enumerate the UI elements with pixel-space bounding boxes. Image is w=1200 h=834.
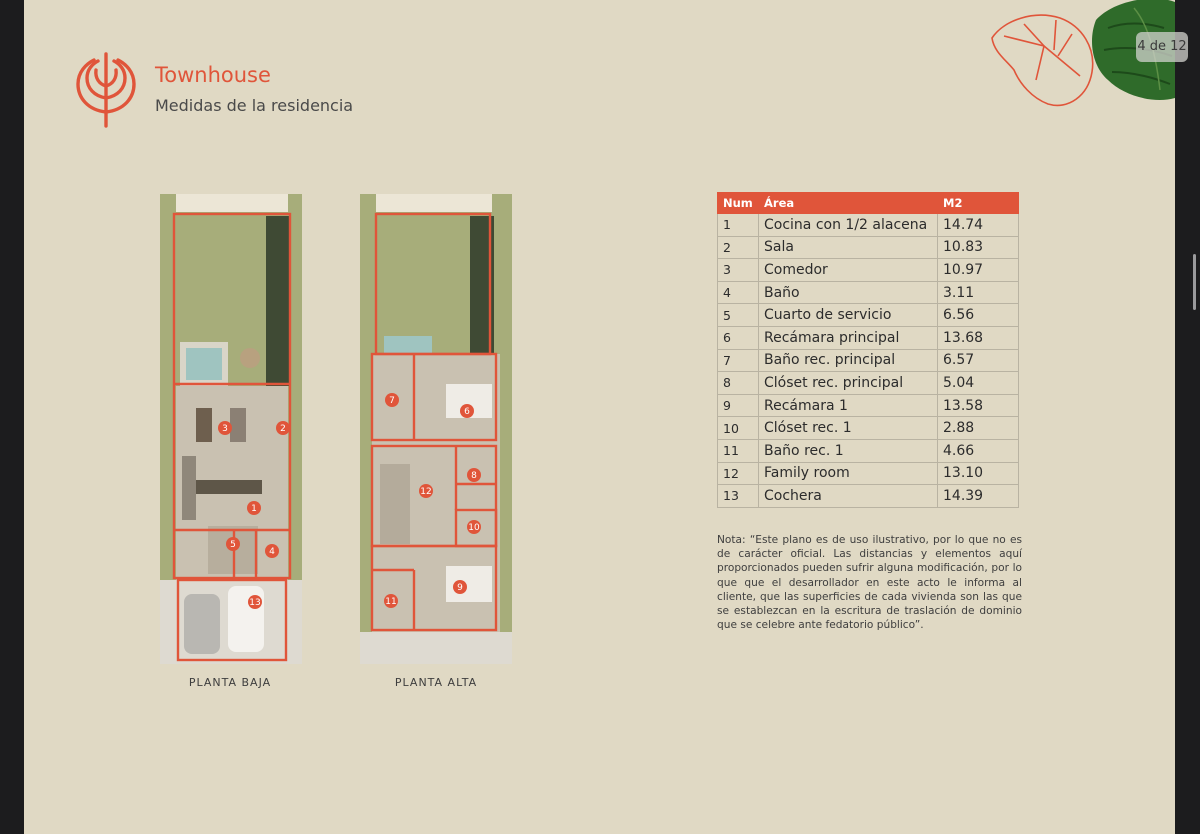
tree-logo: [74, 50, 138, 128]
marker-3: 3: [222, 424, 228, 434]
table-row: [718, 259, 1019, 282]
marker-7: 7: [389, 396, 395, 406]
header-num: Num: [718, 193, 759, 214]
page-subtitle: Medidas de la residencia: [155, 96, 354, 115]
ground-floor-plan: [160, 194, 302, 664]
cell-area: Comedor: [759, 259, 938, 282]
scrollbar[interactable]: [1193, 254, 1196, 310]
cell-num: 4: [718, 281, 759, 304]
page-title: Townhouse: [155, 63, 271, 87]
table-row: [718, 349, 1019, 372]
cell-area: Baño: [759, 281, 938, 304]
marker-6: 6: [464, 407, 470, 417]
table-row: [718, 304, 1019, 327]
cell-m2: 14.39: [938, 485, 1019, 508]
cell-num: 1: [718, 214, 759, 237]
marker-11: 11: [385, 597, 397, 607]
table-row: [718, 439, 1019, 462]
cell-num: 13: [718, 485, 759, 508]
table-row: [718, 326, 1019, 349]
cell-num: 7: [718, 349, 759, 372]
marker-2: 2: [280, 424, 286, 434]
table-row: [718, 236, 1019, 259]
cell-num: 6: [718, 326, 759, 349]
cell-area: Family room: [759, 462, 938, 485]
marker-5: 5: [230, 540, 236, 550]
cell-num: 9: [718, 394, 759, 417]
marker-1: 1: [251, 504, 257, 514]
cell-area: Clóset rec. principal: [759, 372, 938, 395]
cell-area: Baño rec. 1: [759, 439, 938, 462]
cell-num: 10: [718, 417, 759, 440]
cell-m2: 4.66: [938, 439, 1019, 462]
cell-num: 3: [718, 259, 759, 282]
table-row: [718, 485, 1019, 508]
table-row: [718, 214, 1019, 237]
cell-area: Cocina con 1/2 alacena: [759, 214, 938, 237]
cell-m2: 10.83: [938, 236, 1019, 259]
marker-9: 9: [457, 583, 463, 593]
cell-num: 8: [718, 372, 759, 395]
cell-m2: 3.11: [938, 281, 1019, 304]
cell-area: Cuarto de servicio: [759, 304, 938, 327]
cell-area: Clóset rec. 1: [759, 417, 938, 440]
cell-num: 5: [718, 304, 759, 327]
table-header-row: [718, 193, 1019, 214]
cell-m2: 6.56: [938, 304, 1019, 327]
cell-m2: 5.04: [938, 372, 1019, 395]
cell-m2: 6.57: [938, 349, 1019, 372]
page-indicator: 4 de 12: [1136, 32, 1188, 62]
cell-m2: 13.68: [938, 326, 1019, 349]
marker-8: 8: [471, 471, 477, 481]
brochure-page: [24, 0, 1187, 834]
cell-area: Recámara principal: [759, 326, 938, 349]
cell-m2: 14.74: [938, 214, 1019, 237]
table-row: [718, 281, 1019, 304]
upper-floor-plan: [360, 194, 512, 664]
cell-area: Baño rec. principal: [759, 349, 938, 372]
cell-m2: 13.10: [938, 462, 1019, 485]
marker-4: 4: [269, 547, 275, 557]
table-row: [718, 462, 1019, 485]
cell-num: 2: [718, 236, 759, 259]
table-row: [718, 372, 1019, 395]
areas-table: [717, 192, 1019, 508]
header-area: Área: [759, 193, 938, 214]
cell-area: Recámara 1: [759, 394, 938, 417]
cell-num: 12: [718, 462, 759, 485]
upper-floor-label: PLANTA ALTA: [394, 676, 478, 689]
marker-13: 13: [249, 598, 261, 608]
cell-m2: 2.88: [938, 417, 1019, 440]
table-row: [718, 417, 1019, 440]
cell-area: Cochera: [759, 485, 938, 508]
ground-floor-label: PLANTA BAJA: [188, 676, 272, 689]
marker-10: 10: [468, 523, 480, 533]
table-row: [718, 394, 1019, 417]
cell-m2: 13.58: [938, 394, 1019, 417]
cell-num: 11: [718, 439, 759, 462]
header-m2: M2: [938, 193, 1019, 214]
cell-area: Sala: [759, 236, 938, 259]
cell-m2: 10.97: [938, 259, 1019, 282]
marker-12: 12: [420, 487, 432, 497]
disclaimer-note: Nota: “Este plano es de uso ilustrativo, por lo que no es de carácter oficial. Las distancias y elementos aquí proporcionados pueden sufrir alguna modificación, por lo que que el desarrollador en este acto le informa al cliente, que las superficies de cada vivienda son las que se establezcan en la escritura de traslación de dominio que se celebre ante fedatorio público”.: [717, 534, 1022, 632]
